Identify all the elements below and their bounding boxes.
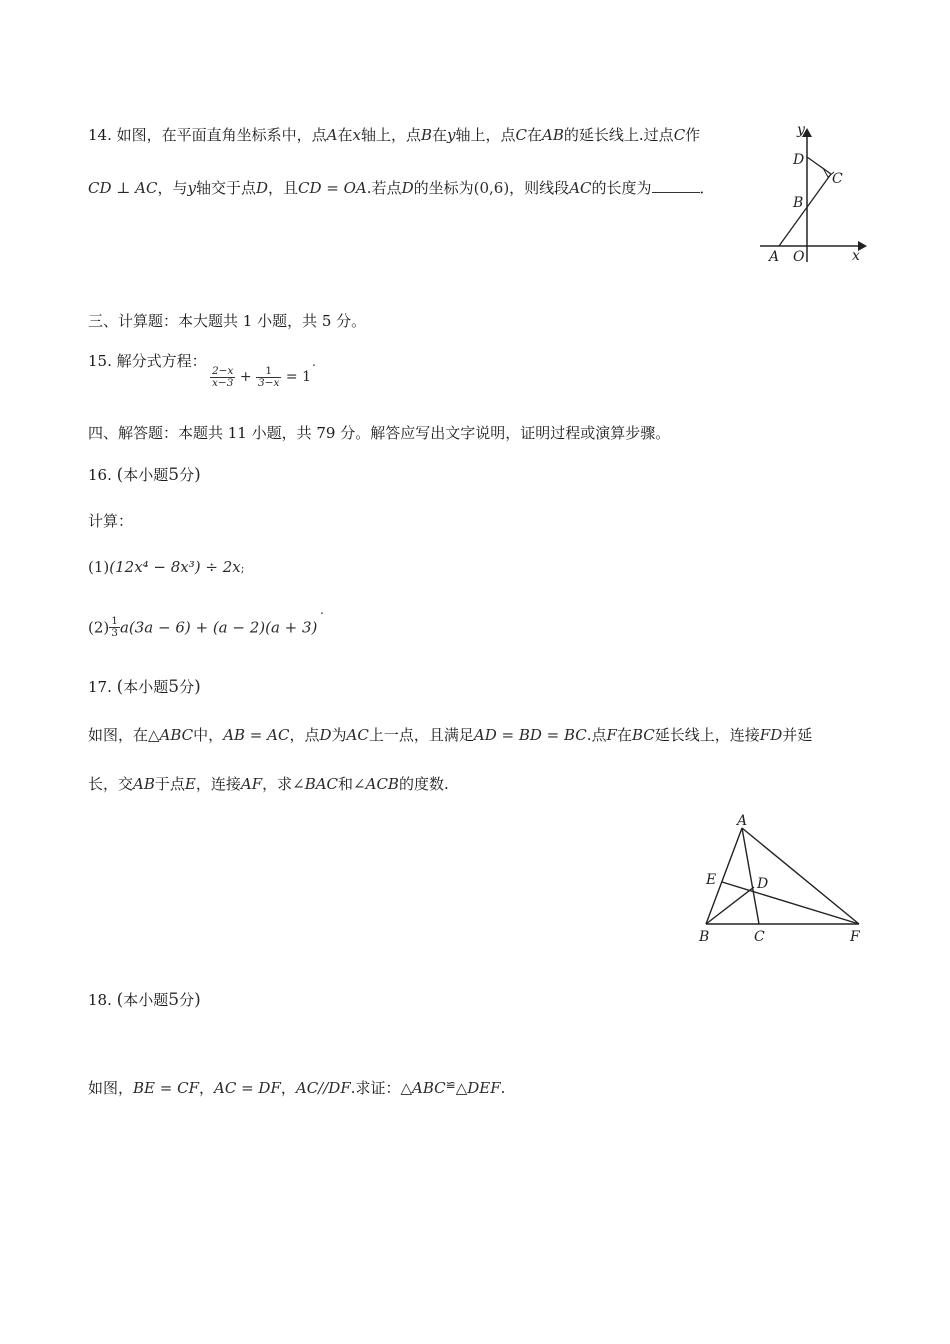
label-y: y: [797, 122, 805, 138]
label-A: A: [769, 249, 780, 265]
q16-part2-dot: .: [320, 603, 324, 617]
q18-statement: 如图，BE = CF，AC = DF，AC//DF.求证：△ABC≌△DEF.: [88, 1078, 506, 1097]
q14-figure: [755, 122, 875, 267]
segment-AC: [779, 174, 831, 246]
segment-DC: [807, 157, 831, 174]
q15: 15. 解分式方程：: [88, 352, 207, 370]
label-F: F: [850, 929, 860, 945]
label-C: C: [754, 929, 765, 945]
q14-line1: 14. 如图，在平面直角坐标系中，点A在x轴上，点B在y轴上，点C在AB的延长线上.过点C作: [88, 126, 701, 144]
q16-calc-label: 计算：: [88, 512, 134, 530]
q15-dot: .: [312, 355, 316, 369]
q16-header: 16. (本小题5分): [88, 465, 201, 485]
label-B: B: [793, 195, 804, 211]
q14-line2: CD ⊥ AC，与y轴交于点D，且CD = OA.若点D的坐标为(0,6)，则线段AC的长度为 ．: [88, 179, 715, 197]
label-D: D: [793, 152, 805, 168]
label-E: E: [706, 872, 717, 888]
label-A: A: [737, 813, 748, 829]
answer-blank[interactable]: [652, 180, 700, 193]
segment-FE: [722, 882, 859, 924]
q18-header: 18. (本小题5分): [88, 990, 201, 1010]
section-4-heading: 四、解答题：本题共 11 小题，共 79 分。解答应写出文字说明，证明过程或演算步骤。: [88, 424, 671, 442]
q17-line1: 如图，在△ABC中，AB = AC，点D为AC上一点，且满足AD = BD = BC.点F在BC延长线上，连接FD并延: [88, 726, 813, 744]
q17-line2: 长，交AB于点E，连接AF，求∠BAC和∠ACB的度数.: [88, 775, 449, 793]
q16-part2: (2) $\frac{1}{3}$ a(3a − 6) + (a − 2)(a + 3): [88, 615, 318, 639]
q16-part1: (1)(12x⁴ − 8x³) ÷ 2x;: [88, 558, 245, 576]
q15-equation: $\frac{2-x}{x-3}$ + $\frac{1}{3-x}$ = 1: [212, 365, 311, 389]
label-D: D: [757, 876, 769, 892]
q17-figure: [692, 808, 872, 948]
label-B: B: [699, 929, 710, 945]
label-C: C: [832, 171, 843, 187]
q17-header: 17. (本小题5分): [88, 677, 201, 697]
section-3-heading: 三、计算题：本大题共 1 小题，共 5 分。: [88, 312, 367, 330]
label-x: x: [852, 248, 860, 264]
label-O: O: [793, 249, 805, 265]
